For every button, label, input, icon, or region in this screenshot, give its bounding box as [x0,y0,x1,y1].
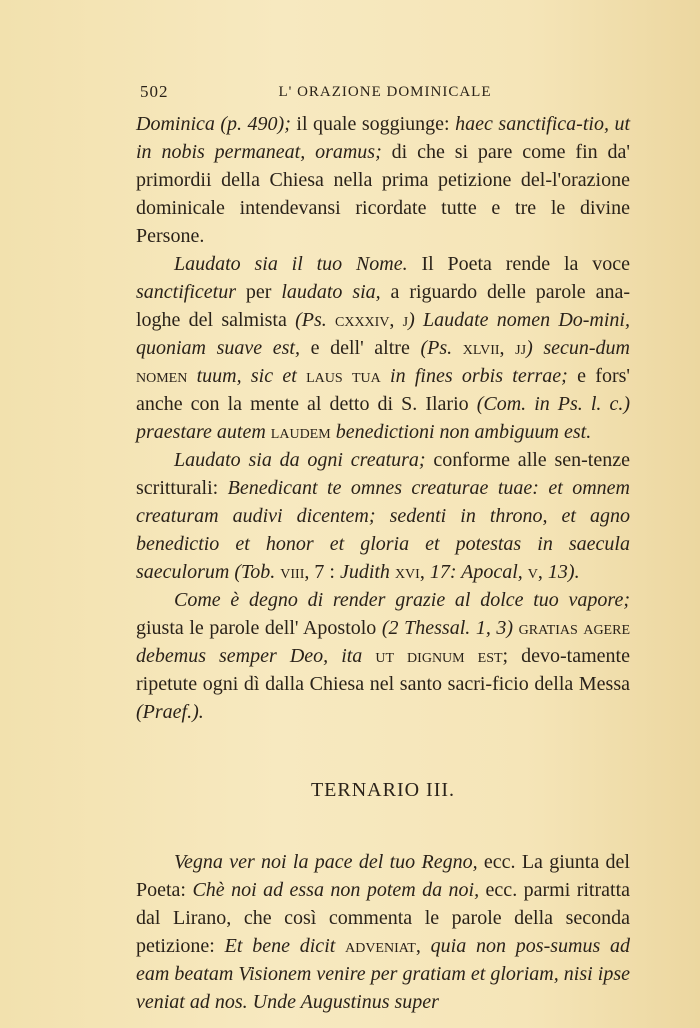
p2-s17: in fines orbis terrae; [390,365,568,387]
p3-s8: v, [522,561,548,583]
p4-s7: ; devo-tamente ripetute ogni dì dalla Chiesa nel santo sacri-ficio della Messa [136,645,630,695]
p2-s2: Il Poeta rende la voce [407,253,630,275]
p4-s8: (Praef.). [136,701,204,723]
p2-s18: e fors' anche con la mente al detto di S. Ilario [136,365,630,415]
p5-s4: ecc. parmi ritratta dal Lirano, che così commenta le parole della seconda petizione: [136,879,631,957]
p4-s1: Come è degno di render grazie al dolce tuo vapore; [174,589,630,611]
page-number: 502 [140,82,169,101]
p2-s7: (Ps. [295,309,327,331]
running-header [140,82,630,108]
p5-s3: Chè noi ad essa non potem da noi, [192,879,480,901]
p5-s5: Et bene dicit [224,935,336,957]
p2-s15: tuum, sic et [196,365,297,387]
paragraph-5 [136,848,630,1016]
running-title: L' ORAZIONE DOMINICALE [278,84,492,100]
paragraph-2 [136,250,630,446]
p3-s3: Benedicant te omnes creaturae tuae: et omnem creaturam audivi dicentem; sedenti in throno, et agno benedictio et honor et gloria et potestas in saecula saeculorum (Tob. [136,477,630,583]
p5-s2: ecc. La giunta del Poeta: [136,851,630,901]
p2-s5: laudato sia, [281,281,381,303]
p2-s21: benedictioni non ambiguum est. [335,421,592,443]
p5-s1: Vegna ver noi la pace del tuo Regno, [174,851,478,873]
p3-s7: 17: Apocal, [429,561,523,583]
paragraph-4 [136,586,630,726]
p4-s5: debemus semper Deo, ita [136,645,363,667]
p2-s20: laudem [265,421,336,443]
p5-s7: quia non pos-sumus ad eam beatam Visionem venire per gratiam et gloriam, nisi ipse veniat ad nos. Unde Augustinus super [136,935,631,1013]
p2-s4: per [235,281,282,303]
p3-s4: viii, 7 : [275,561,340,583]
p1-s2: il quale soggiunge: [290,113,456,135]
paragraph-1 [136,110,630,250]
p5-s6: adveniat, [335,935,431,957]
p2-s13: ) secun-dum [526,337,630,359]
p2-s14: nomen [136,365,197,387]
page-body [136,110,630,1016]
p2-s19: (Com. in Ps. l. c.) praestare autem [136,393,631,443]
p4-s2: giusta le parole dell' Apostolo [136,617,382,639]
p2-s10: e dell' altre [299,337,421,359]
p2-s16: laus tua [296,365,391,387]
p2-s9: ) Laudate nomen Do-mini, quoniam suave est, [136,309,630,359]
paragraph-3 [136,446,630,586]
p4-s6: ut dignum est [362,645,503,667]
p2-s8: cxxxiv, j [326,309,409,331]
p1-s1: Dominica (p. 490); [136,113,291,135]
p2-s12: xlvii, jj [452,337,527,359]
p3-s2: conforme alle sen-tenze scritturali: [136,449,630,499]
p4-s4: gratias agere [513,617,630,639]
p2-s1: Laudato sia il tuo Nome. [174,253,408,275]
p2-s3: sanctificetur [136,281,236,303]
p3-s6: xvi, [389,561,430,583]
p1-s3: haec sanctifica-tio, ut in nobis permaneat, oramus; [136,113,631,163]
p3-s9: 13). [547,561,580,583]
p2-s11: (Ps. [420,337,453,359]
p3-s5: Judith [339,561,390,583]
p4-s3: (2 Thessal. 1, 3) [381,617,514,639]
p2-s6: a riguardo delle parole ana-loghe del salmista [136,281,630,331]
section-heading: TERNARIO III. [310,779,456,801]
p3-s1: Laudato sia da ogni creatura; [174,449,426,471]
p1-s4: di che si pare come fin da' primordii della Chiesa nella prima petizione del-l'orazione dominicale intendevansi ricordate tutte e tre le divine Persone. [136,141,630,247]
